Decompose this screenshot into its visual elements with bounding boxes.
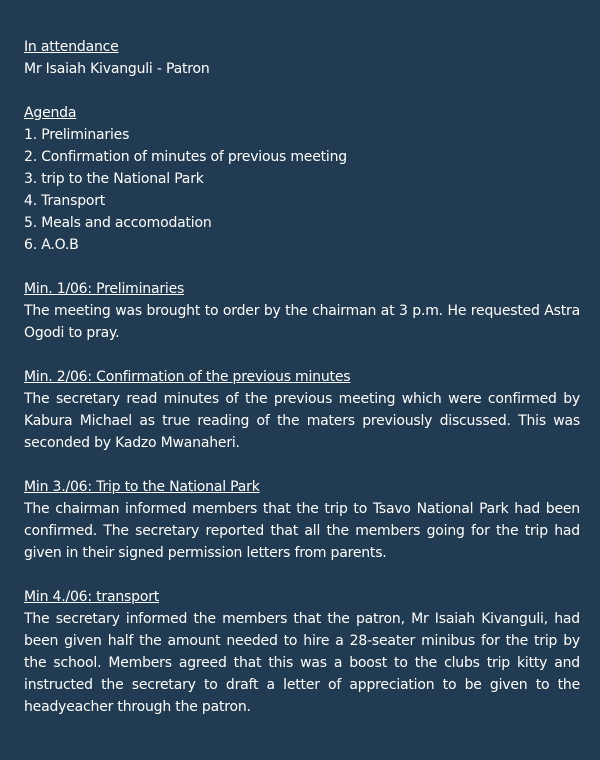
minute-heading: Min. 1/06: Preliminaries [24, 281, 185, 297]
minute-body: The chairman informed members that the trip to Tsavo National Park had been confirmed. The secretary reported that all the members going for the trip had given in their signed permission letters from parents. [24, 501, 580, 561]
minute-heading: Min 4./06: transport [24, 589, 160, 605]
agenda-item: 3. trip to the National Park [24, 171, 204, 187]
minute-transport [24, 586, 580, 718]
minute-preliminaries [24, 278, 580, 344]
minute-body: The secretary read minutes of the previous meeting which were confirmed by Kabura Michael as true reading of the maters previously discussed. This was seconded by Kadzo Mwanaheri. [24, 391, 580, 451]
agenda-item: 1. Preliminaries [24, 127, 130, 143]
meeting-minutes-document [24, 36, 580, 740]
agenda-item: 4. Transport [24, 193, 106, 209]
agenda-section [24, 102, 580, 256]
minute-body: The meeting was brought to order by the chairman at 3 p.m. He requested Astra Ogodi to pray. [24, 303, 580, 341]
minute-trip [24, 476, 580, 564]
agenda-heading: Agenda [24, 105, 77, 121]
attendance-section [24, 36, 580, 80]
agenda-item: 5. Meals and accomodation [24, 215, 212, 231]
agenda-list [24, 124, 580, 256]
minute-body: The secretary informed the members that the patron, Mr Isaiah Kivanguli, had been given half the amount needed to hire a 28-seater minibus for the trip by the school. Members agreed that this was a boost to the clubs trip kitty and instructed the secretary to draft a letter of appreciation to be given to the headyeacher through the patron. [24, 611, 580, 715]
attendance-patron: Mr Isaiah Kivanguli - Patron [24, 61, 210, 77]
minute-confirmation [24, 366, 580, 454]
agenda-item: 2. Confirmation of minutes of previous meeting [24, 149, 347, 165]
attendance-heading: In attendance [24, 39, 119, 55]
minute-heading: Min. 2/06: Confirmation of the previous minutes [24, 369, 351, 385]
minute-heading: Min 3./06: Trip to the National Park [24, 479, 260, 495]
agenda-item: 6. A.O.B [24, 237, 79, 253]
